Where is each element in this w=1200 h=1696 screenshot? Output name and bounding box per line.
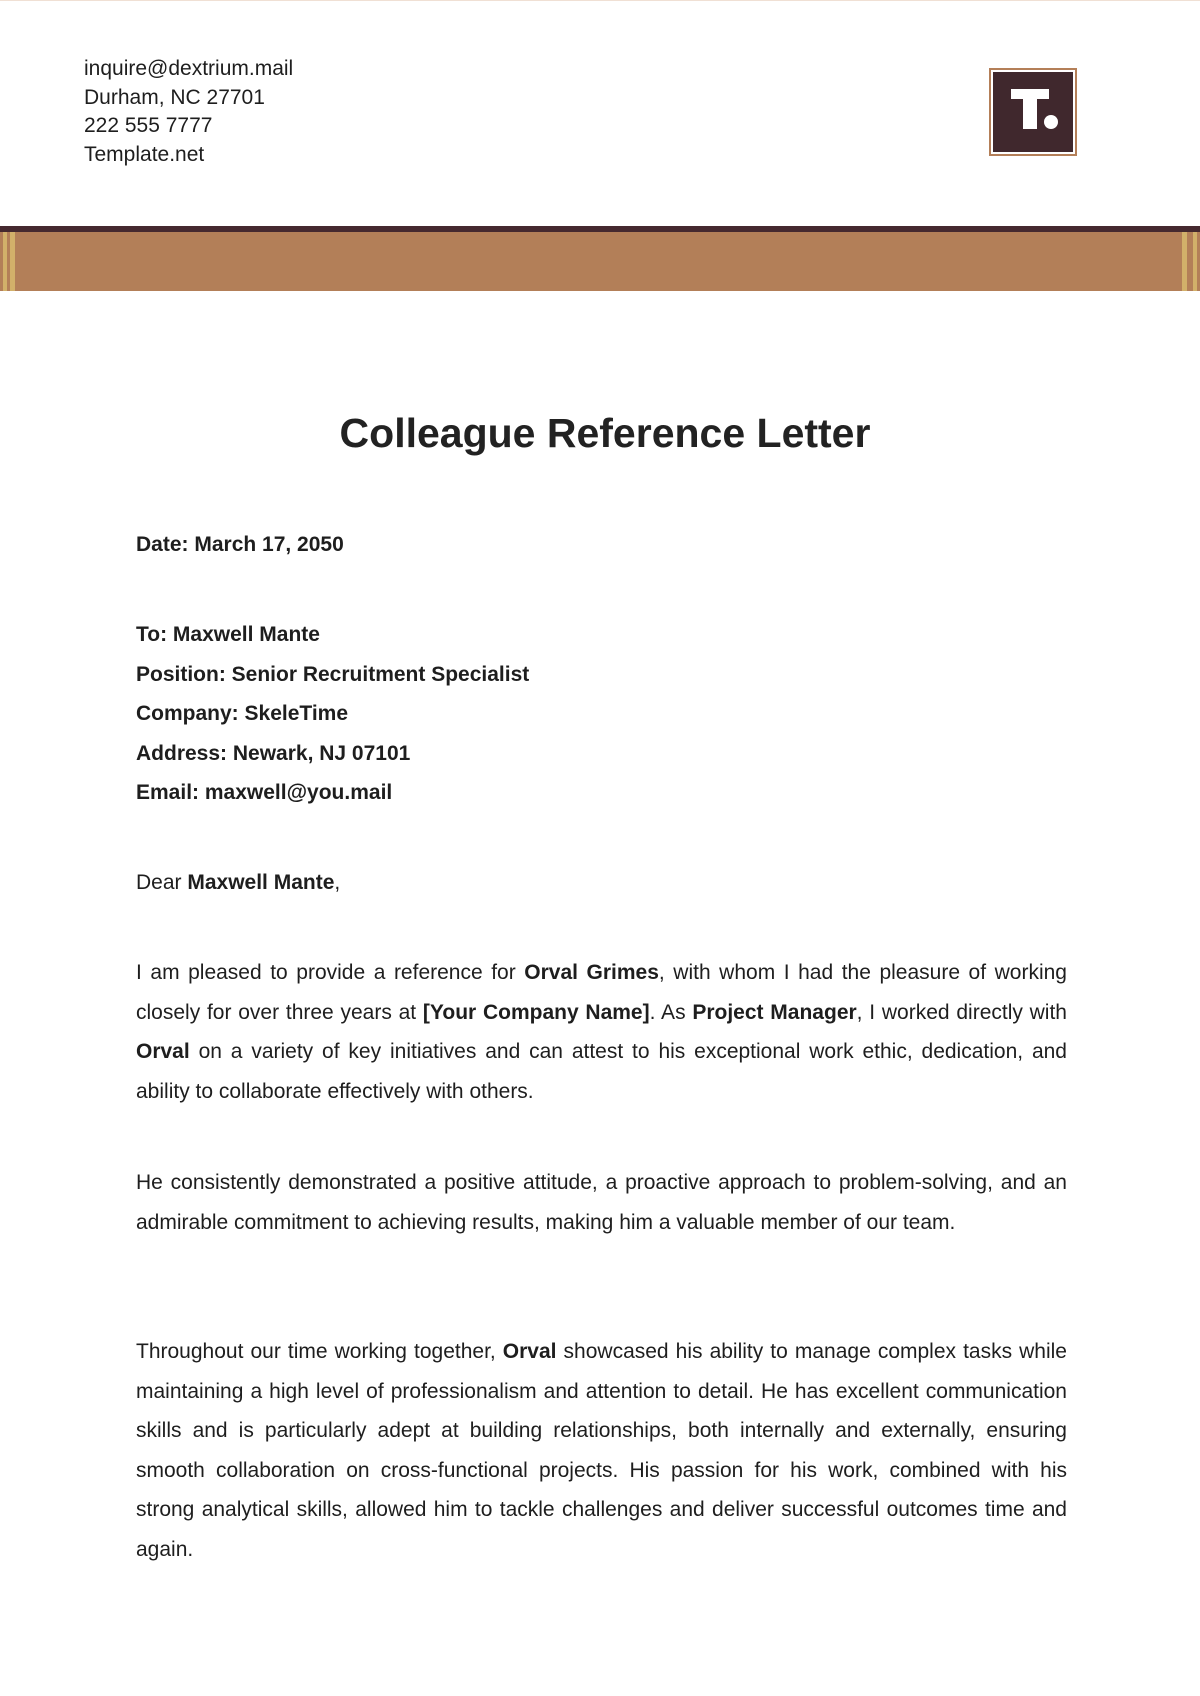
- paragraph-2: [136, 1163, 1067, 1242]
- recipient-email: Email: maxwell@you.mail: [136, 781, 393, 804]
- recipient-block: [136, 615, 1067, 813]
- band-stripe-right: [1182, 232, 1187, 291]
- recipient-to: To: Maxwell Mante: [136, 623, 320, 646]
- letter-date: Date: March 17, 2050: [136, 533, 344, 556]
- sender-email: inquire@dextrium.mail: [84, 57, 294, 80]
- band-stripe-left-2: [10, 232, 15, 291]
- recipient-position: Position: Senior Recruitment Specialist: [136, 662, 530, 686]
- band-stripe-right-2: [1193, 232, 1197, 291]
- sender-website: Template.net: [84, 142, 205, 166]
- header-band: [0, 232, 1200, 291]
- emphasized-text: Orval: [502, 1340, 557, 1363]
- paragraph-text: . As: [649, 1000, 693, 1024]
- recipient-company: Company: SkeleTime: [136, 702, 349, 725]
- page-title: Colleague Reference Letter: [339, 410, 871, 456]
- sender-phone: 222 555 7777: [84, 114, 213, 137]
- logo-mark-icon: [993, 72, 1073, 152]
- salutation: [136, 863, 1067, 903]
- paragraph-text: I am pleased to provide a reference for: [136, 961, 525, 984]
- sender-address: Durham, NC 27701: [84, 85, 265, 109]
- band-stripe-left: [3, 232, 7, 291]
- paragraph-text: Throughout our time working together,: [136, 1340, 503, 1363]
- company-logo: [989, 68, 1077, 156]
- paragraph-text: , with whom I had the pleasure of working closely for over three years at: [136, 961, 1067, 1024]
- sender-contact: [84, 55, 293, 169]
- top-border: [0, 0, 1200, 1]
- paragraph-text: on a variety of key initiatives and can attest to his exceptional work ethic, dedication, and ability to collaborate effectively with others.: [136, 1040, 1067, 1103]
- paragraph-text: showcased his ability to manage complex tasks while maintaining a high level of professionalism and attention to detail. He has excellent communication skills and is particularly adept at building relationships, both internally and externally, ensuring smooth collaboration on cross-functional projects. His passion for his work, combined with his strong analytical skills, allowed him to tackle challenges and deliver successful outcomes time and again.: [136, 1340, 1067, 1561]
- salutation-suffix: ,: [334, 871, 341, 894]
- paragraph-text: , I worked directly with: [856, 1000, 1067, 1024]
- paragraph-3: [136, 1332, 1067, 1569]
- salutation-prefix: Dear: [136, 871, 188, 894]
- emphasized-text: [Your Company Name]: [422, 1000, 650, 1024]
- paragraph-text: He consistently demonstrated a positive attitude, a proactive approach to problem-solving, and an admirable commitment to achieving results, making him a valuable member of our team.: [136, 1171, 1067, 1234]
- emphasized-text: Orval Grimes: [524, 961, 659, 984]
- emphasized-text: Orval: [136, 1040, 190, 1063]
- recipient-address: Address: Newark, NJ 07101: [136, 741, 411, 765]
- salutation-name: Maxwell Mante: [187, 871, 335, 894]
- paragraph-1: [136, 953, 1067, 1111]
- emphasized-text: Project Manager: [692, 1000, 857, 1024]
